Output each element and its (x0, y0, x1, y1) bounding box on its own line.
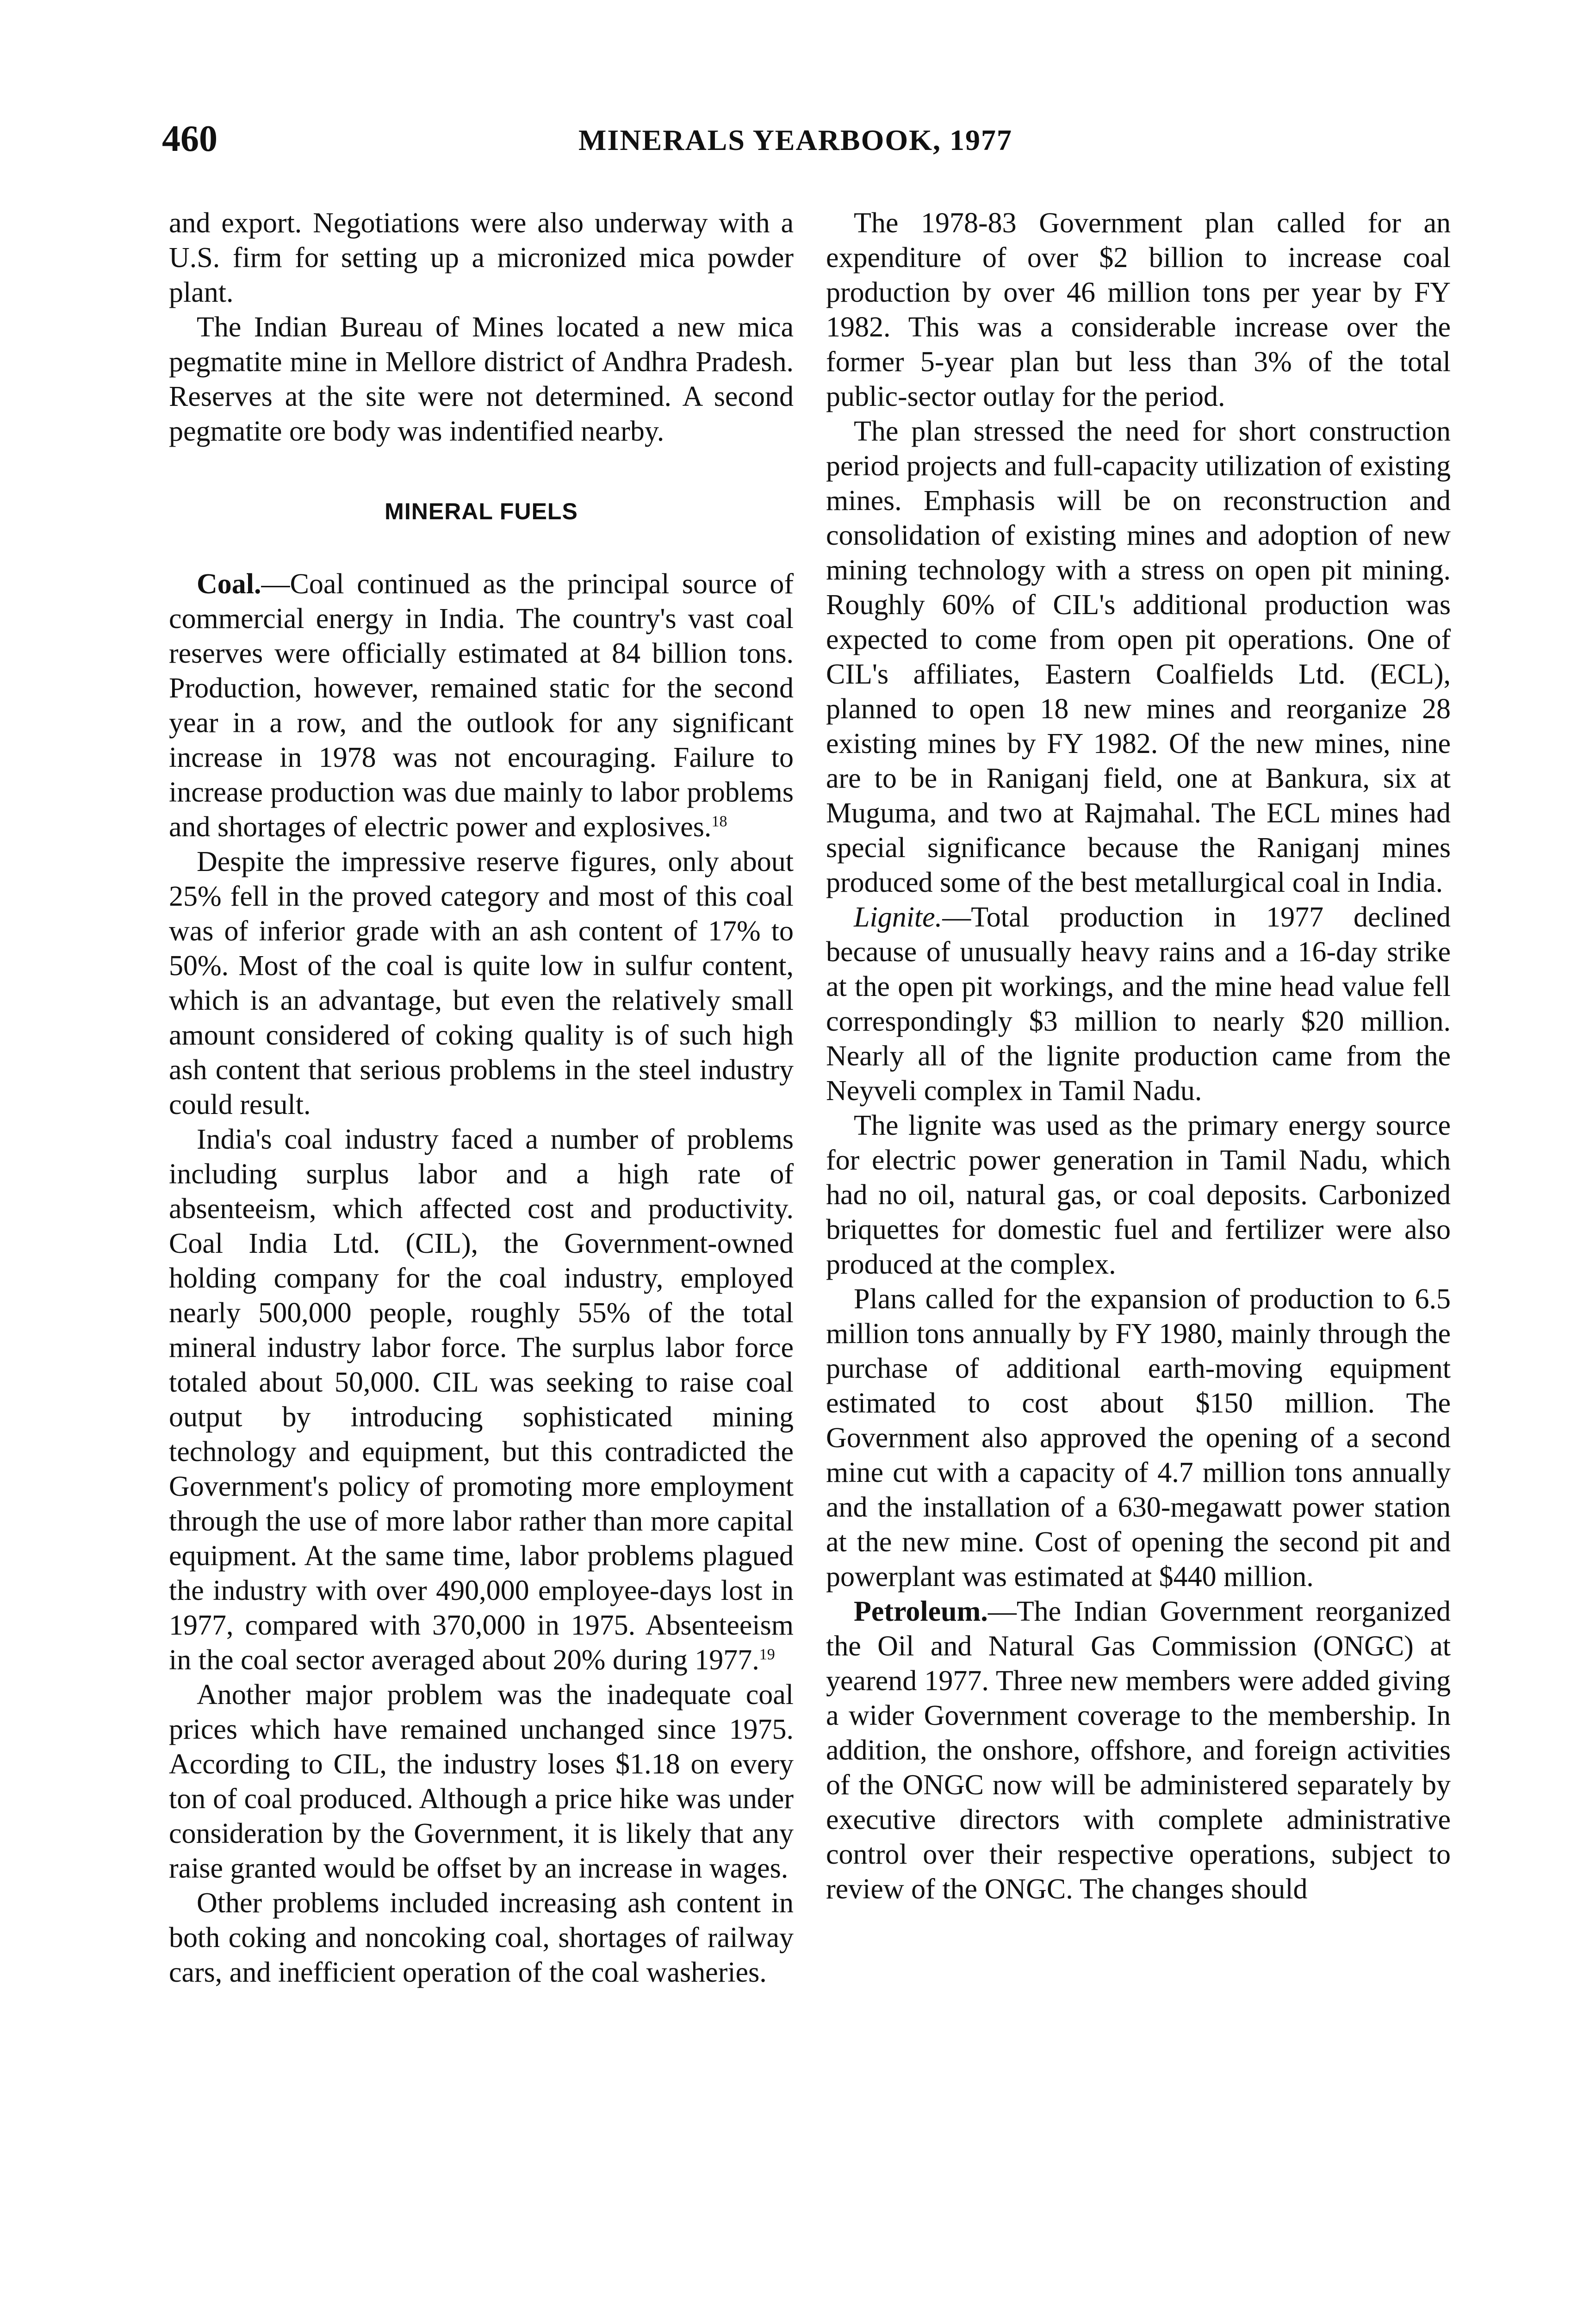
footnote-ref: 18 (711, 813, 727, 830)
paragraph-text: —Coal continued as the principal source of commercial energy in India. The country's vast coal reserves were officially estimated at 84 billion tons. Production, however, remained static for the second year in a row, and the outlook for any significant increase in 1978 was not encouraging. Failure to increase production was due mainly to labor problems and shortages of electric power and explosives. (169, 568, 794, 843)
paragraph-text: —Total production in 1977 declined because of unusually heavy rains and a 16-day strike at the open pit workings, and the mine head value fell correspondingly $3 million to nearly $20 million. Nearly all of the lignite production came from the Neyveli complex in Tamil Nadu. (826, 902, 1451, 1107)
paragraph: Plans called for the expansion of production to 6.5 million tons annually by FY 1980, mainly through the purchase of additional earth-moving equipment estimated to cost about $150 million. The Government also approved the opening of a second mine cut with a capacity of 4.7 million tons annually and the installation of a 630-megawatt power station at the new mine. Cost of opening the second pit and powerplant was estimated at $440 million. (826, 1283, 1451, 1592)
paragraph-coal-industry (169, 1122, 794, 1678)
left-column (169, 206, 794, 1990)
paragraph: The 1978-83 Government plan called for an expenditure of over $2 billion to increase coal production by over 46 million tons per year by FY 1982. This was a considerable increase over the former 5-year plan but less than 3% of the total public-sector outlay for the period. (826, 207, 1451, 412)
paragraph: The lignite was used as the primary energy source for electric power generation in Tamil Nadu, which had no oil, natural gas, or coal deposits. Carbonized briquettes for domestic fuel and fertilizer were also produced at the complex. (826, 1110, 1451, 1280)
paragraph: Despite the impressive reserve figures, only about 25% fell in the proved category and most of this coal was of inferior grade with an ash content of 17% to 50%. Most of the coal is quite low in sulfur content, which is an advantage, but even the relatively small amount considered of coking quality is of such high ash content that serious problems in the steel industry could result. (169, 846, 794, 1120)
paragraph: The plan stressed the need for short construction period projects and full-capacity utilization of existing mines. Emphasis will be on reconstruction and consolidation of existing mines and adoption of new mining technology with a stress on open pit mining. Roughly 60% of CIL's additional production was expected to come from open pit operations. One of CIL's affiliates, Eastern Coalfields Ltd. (ECL), planned to open 18 new mines and reorganize 28 existing mines by FY 1982. Of the new mines, nine are to be in Raniganj field, one at Bankura, six at Muguma, and two at Rajmahal. The ECL mines had special significance because the Raniganj mines produced some of the best metallurgical coal in India. (826, 416, 1451, 898)
right-column (826, 206, 1451, 1907)
paragraph: Another major problem was the inadequate coal prices which have remained unchanged since 1975. According to CIL, the industry loses $1.18 on every ton of coal produced. Although a price hike was under consideration by the Government, it is likely that any raise granted would be offset by an increase in wages. (169, 1679, 794, 1884)
paragraph-coal (169, 567, 794, 845)
section-heading: MINERAL FUELS (385, 498, 578, 524)
running-header (162, 116, 1458, 167)
run-in-heading: Coal. (197, 568, 261, 600)
paragraph-text: —The Indian Government reorganized the Oil and Natural Gas Commission (ONGC) at yearend 1977. Three new members were added giving a wider Government coverage to the membership. In addition, the onshore, offshore, and foreign activities of the ONGC now will be administered separately by executive directors with complete administrative control over their respective operations, subject to review of the ONGC. The changes should (826, 1596, 1451, 1905)
running-title: MINERALS YEARBOOK, 1977 (578, 124, 1012, 156)
paragraph-lignite (826, 900, 1451, 1108)
footnote-ref: 19 (759, 1646, 775, 1663)
run-in-heading: Lignite. (854, 902, 943, 933)
paragraph-petroleum (826, 1594, 1451, 1907)
paragraph-text: India's coal industry faced a number of problems including surplus labor and a high rate of absenteeism, which affected cost and productivity. Coal India Ltd. (CIL), the Government-owned holding company for the coal industry, employed nearly 500,000 people, roughly 55% of the total mineral industry labor force. The surplus labor force totaled about 50,000. CIL was seeking to raise coal output by introducing sophisticated mining technology and equipment, but this contradicted the Government's policy of promoting more employment through the use of more labor rather than more capital equipment. At the same time, labor problems plagued the industry with over 490,000 employee-days lost in 1977, compared with 370,000 in 1975. Absenteeism in the coal sector averaged about 20% during 1977. (169, 1124, 794, 1676)
page-number: 460 (162, 118, 217, 159)
paragraph: and export. Negotiations were also underway with a U.S. firm for setting up a micronized mica powder plant. (169, 207, 794, 308)
paragraph: The Indian Bureau of Mines located a new mica pegmatite mine in Mellore district of Andhra Pradesh. Reserves at the site were not determined. A second pegmatite ore body was indentified nearby. (169, 311, 794, 447)
paragraph: Other problems included increasing ash content in both coking and noncoking coal, shortages of railway cars, and inefficient operation of the coal washeries. (169, 1887, 794, 1988)
run-in-heading: Petroleum. (854, 1596, 988, 1627)
